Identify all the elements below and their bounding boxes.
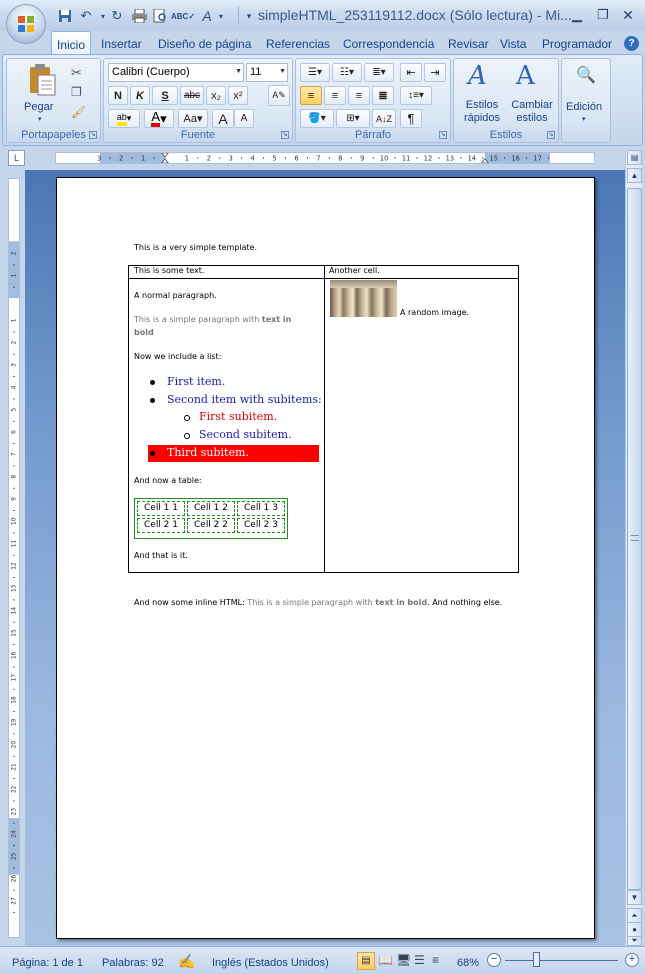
paste-label[interactable]: Pegar — [24, 101, 54, 113]
ruler-tick — [13, 734, 15, 735]
ruler-tick — [13, 555, 15, 556]
spelling-icon[interactable]: ABC✓ — [170, 11, 196, 21]
list-subitem: First subitem. — [199, 410, 278, 423]
paste-icon[interactable] — [27, 63, 57, 97]
italic-button[interactable]: K — [130, 86, 150, 105]
font-name-value: Calibri (Cuerpo) — [112, 66, 190, 78]
ruler-tick — [504, 157, 505, 159]
copy-icon[interactable]: ❐ — [71, 85, 82, 99]
help-icon[interactable]: ? — [624, 36, 639, 51]
estilos-expand-icon[interactable]: ↘ — [548, 132, 554, 138]
ruler-number: 2 — [206, 154, 211, 163]
font-color-button[interactable]: A ▾ — [144, 109, 174, 128]
ruler-tick — [13, 600, 15, 601]
full-screen-reading-icon[interactable]: 📖 — [378, 953, 393, 967]
ruler-number: 15 — [489, 154, 498, 163]
ruler-number: 13 — [445, 154, 455, 163]
ruler-tick — [307, 157, 308, 159]
ruler-number: 10 — [11, 517, 18, 526]
ribbon-tabs — [0, 31, 645, 55]
ruler-tick — [548, 157, 549, 159]
ruler-number: 21 — [11, 763, 18, 771]
tab-revisar[interactable]: Revisar — [448, 37, 489, 51]
list-item: Second item with subitems: — [167, 393, 322, 406]
print-icon[interactable] — [130, 7, 148, 25]
customize-icon[interactable]: ▾ — [246, 10, 252, 21]
tab-insertar[interactable]: Insertar — [101, 37, 142, 51]
ruler-tick — [13, 466, 15, 467]
change-styles-icon[interactable]: A — [516, 61, 535, 91]
ruler-number: 24 — [11, 830, 18, 838]
ruler-number: 4 — [11, 385, 18, 390]
show-marks-icon[interactable]: ¶ — [400, 109, 422, 128]
cell-1-header: This is some text. — [134, 266, 205, 275]
view-ruler-icon[interactable]: ▤ — [627, 150, 642, 165]
zoom-out-icon[interactable]: − — [487, 953, 501, 967]
ruler-tick — [219, 157, 220, 159]
column-image[interactable] — [330, 280, 397, 317]
tab-diseno[interactable]: Diseño de página — [158, 37, 252, 51]
ruler-number: 13 — [11, 584, 18, 593]
inline-prefix: And now some inline HTML: — [134, 598, 248, 607]
ruler-number: 1 — [184, 154, 190, 163]
table-cell: Cell 2 2 — [187, 518, 235, 533]
table-divider — [324, 266, 325, 572]
ruler-number: 2 — [119, 154, 124, 163]
inline-bold: text in bold — [375, 598, 428, 607]
bullets-icon[interactable]: ☰▾ — [300, 63, 330, 82]
change-styles-label[interactable]: Cambiar estilos — [511, 99, 553, 124]
group-fuente — [103, 58, 293, 143]
ruler-tick — [351, 157, 352, 159]
list-subitem: Second subitem. — [199, 428, 292, 441]
ruler-number: 8 — [11, 474, 18, 479]
table-intro: And now a table: — [134, 476, 202, 485]
cut-icon[interactable]: ✂ — [71, 65, 82, 80]
sub-bullet-icon — [184, 415, 190, 421]
ruler-number: 9 — [11, 497, 18, 501]
ruler-tick — [13, 912, 15, 913]
edicion-label[interactable]: Edición — [566, 101, 603, 113]
ruler-number: 4 — [250, 154, 255, 163]
sub-bullet-icon — [184, 433, 190, 439]
ruler-number: 2 — [11, 340, 18, 345]
ruler-tick — [13, 823, 15, 824]
table-cell: Cell 2 3 — [237, 518, 285, 533]
ruler-number: 9 — [360, 154, 365, 163]
ruler-tick — [526, 157, 527, 159]
close-icon[interactable]: ✕ — [622, 6, 634, 23]
simple-paragraph-bold: text in — [261, 315, 292, 324]
ruler-tick — [13, 845, 15, 846]
ruler-number: 5 — [11, 407, 18, 412]
increase-indent-icon[interactable]: ⇥ — [424, 63, 446, 82]
ruler-number: 6 — [294, 154, 299, 163]
group-parrafo — [295, 58, 451, 143]
table-cell: Cell 1 1 — [137, 501, 185, 516]
normal-paragraph: A normal paragraph. — [134, 291, 217, 300]
ruler-number: 15 — [11, 629, 18, 637]
ruler-number: 1 — [11, 273, 18, 278]
format-dropdown-icon[interactable]: ▾ — [218, 11, 223, 21]
zoom-slider-thumb[interactable] — [533, 952, 540, 967]
change-case-button[interactable]: Aa ▾ — [178, 109, 208, 128]
ruler-tick — [13, 443, 15, 444]
ruler-tick — [13, 711, 15, 712]
ruler-tick — [329, 157, 330, 159]
ruler-tick — [13, 399, 15, 400]
ruler-number: 11 — [11, 539, 18, 548]
ruler-tick — [285, 157, 286, 159]
quick-styles-icon[interactable]: A — [468, 61, 487, 91]
ruler-number: 14 — [11, 606, 18, 615]
ruler-number: 22 — [11, 785, 18, 794]
ruler-number: 1 — [140, 154, 146, 163]
ruler-number: 14 — [467, 154, 477, 163]
bullet-icon — [150, 398, 155, 403]
font-size-select[interactable] — [246, 63, 288, 82]
ruler-tick — [13, 801, 15, 802]
inline-html-paragraph — [134, 598, 502, 607]
subscript-button[interactable]: x₂ — [206, 86, 226, 105]
font-name-select[interactable] — [108, 63, 244, 82]
shrink-font-button[interactable]: A — [234, 109, 254, 128]
multilevel-list-icon[interactable]: ≣▾ — [364, 63, 394, 82]
ruler-tick — [13, 778, 15, 779]
horizontal-ruler[interactable] — [55, 152, 595, 164]
ruler-tick — [13, 622, 15, 623]
bullet-icon — [150, 451, 155, 456]
vertical-scrollbar[interactable] — [625, 150, 642, 946]
outline-icon[interactable]: ☰ — [414, 953, 425, 967]
line-spacing-icon[interactable]: ↕≡▾ — [400, 86, 432, 105]
ruler-number: 3 — [97, 154, 102, 163]
inline-gray: This is a simple paragraph with — [247, 598, 376, 607]
draft-icon[interactable]: ≡ — [432, 953, 440, 967]
ruler-number: 17 — [533, 154, 542, 163]
ruler-tick — [13, 533, 15, 534]
ruler-tick — [197, 157, 198, 159]
simple-paragraph — [134, 315, 291, 324]
ruler-number: 12 — [11, 562, 18, 570]
print-preview-icon[interactable] — [151, 7, 169, 25]
ruler-number: 5 — [272, 154, 277, 163]
previous-page-icon[interactable]: ⏶ — [627, 908, 642, 923]
ruler-number: 17 — [11, 673, 18, 682]
group-portapapeles — [6, 58, 101, 143]
ruler-number: 23 — [11, 807, 18, 816]
tab-referencias[interactable]: Referencias — [266, 37, 331, 51]
ruler-number: 25 — [11, 852, 18, 861]
simple-paragraph-bold-cont: bold — [134, 328, 154, 337]
underline-button[interactable]: S — [152, 86, 178, 105]
ruler-tick — [132, 157, 133, 159]
web-layout-icon[interactable]: 🖥 — [396, 953, 412, 967]
ruler-tick — [439, 157, 440, 159]
scroll-grip-icon — [631, 535, 639, 541]
ruler-tick — [154, 157, 155, 159]
cell-2-header: Another cell. — [329, 266, 380, 275]
quick-styles-label[interactable]: Estilos rápidos — [463, 99, 501, 124]
language-indicator[interactable]: Inglés (Estados Unidos) — [212, 957, 329, 969]
status-bar — [0, 946, 645, 974]
portapapeles-label: Portapapeles — [21, 129, 86, 141]
ruler-number: 7 — [11, 452, 18, 457]
ruler-tick — [241, 157, 242, 159]
ruler-tick — [13, 354, 15, 355]
ruler-tick — [13, 577, 15, 578]
next-page-icon[interactable]: ⏷ — [627, 936, 642, 946]
ruler-tick — [13, 510, 15, 511]
ruler-tick — [13, 376, 15, 377]
ruler-tick — [13, 421, 15, 422]
ruler-tick — [13, 287, 15, 288]
minimize-icon[interactable]: ▁ — [572, 7, 582, 22]
redo-icon[interactable]: ↻ — [111, 8, 123, 23]
simple-paragraph-prefix: This is a simple paragraph with — [134, 315, 262, 324]
ruler-tick — [13, 689, 15, 690]
binoculars-icon[interactable]: 🔍 — [576, 67, 596, 84]
ruler-tick — [13, 890, 15, 891]
scroll-up-icon[interactable]: ▲ — [627, 168, 642, 183]
highlight-button[interactable]: ab ▾ — [108, 109, 140, 128]
group-edicion[interactable] — [561, 58, 611, 143]
estilos-label: Estilos — [489, 129, 523, 141]
strikethrough-button[interactable]: abc — [180, 86, 204, 105]
justify-icon[interactable]: ≣ — [372, 86, 394, 105]
browse-object-icon[interactable]: ● — [627, 922, 642, 937]
print-layout-icon[interactable]: ▤ — [357, 952, 375, 970]
ruler-tick — [13, 332, 15, 333]
ruler-tick — [373, 157, 374, 159]
ruler-number: 7 — [316, 154, 321, 163]
parrafo-label: Párrafo — [354, 129, 392, 141]
tab-programador[interactable]: Programador — [542, 37, 613, 51]
ruler-tick — [13, 756, 15, 757]
ruler-number: 18 — [11, 696, 18, 704]
save-icon[interactable] — [56, 7, 74, 25]
proofing-icon[interactable]: ✍ — [178, 953, 196, 969]
table-divider — [129, 278, 518, 279]
ruler-number: 6 — [11, 430, 18, 434]
ruler-tick — [263, 157, 264, 159]
ruler-tick — [482, 157, 483, 159]
ruler-tick — [417, 157, 418, 159]
ruler-tick — [13, 265, 15, 266]
word-count[interactable]: Palabras: 92 — [102, 957, 164, 969]
window-title: simpleHTML_253119112.docx (Sólo lectura) - Mi... — [258, 7, 572, 23]
align-left-icon[interactable]: ≡ — [300, 86, 322, 105]
ruler-number: 11 — [401, 154, 411, 163]
fuente-expand-icon[interactable]: ↘ — [282, 132, 288, 138]
tab-inicio[interactable]: Inicio — [51, 31, 91, 55]
ruler-number: 3 — [11, 363, 18, 367]
outro-text: And that is it. — [134, 551, 188, 560]
clear-format-icon[interactable]: A✎ — [268, 85, 290, 106]
ruler-number: 26 — [11, 874, 18, 883]
tab-selector-icon[interactable]: L — [8, 150, 25, 166]
ruler-tick — [13, 868, 15, 869]
align-center-icon[interactable]: ≡ — [324, 86, 346, 105]
fuente-label: Fuente — [180, 129, 216, 141]
ruler-number: 2 — [11, 251, 18, 256]
font-size-value: 11 — [250, 66, 262, 78]
superscript-button[interactable]: x² — [228, 86, 248, 105]
vertical-ruler[interactable] — [8, 178, 20, 938]
qa-separator — [238, 6, 239, 24]
ruler-number: 3 — [228, 154, 233, 163]
zoom-in-icon[interactable]: + — [625, 953, 639, 967]
scroll-down-icon[interactable]: ▼ — [627, 890, 642, 905]
table-cell: Cell 1 3 — [237, 501, 285, 516]
inline-end: . And nothing else. — [427, 598, 503, 607]
intro-text: This is a very simple template. — [134, 243, 258, 252]
ruler-number: 12 — [423, 154, 433, 163]
ruler-tick — [395, 157, 396, 159]
align-right-icon[interactable]: ≡ — [348, 86, 370, 105]
group-estilos — [453, 58, 559, 143]
bold-button[interactable]: N — [108, 86, 128, 105]
numbering-icon[interactable]: ☷▾ — [332, 63, 362, 82]
shading-icon[interactable]: 🪣▾ — [300, 109, 334, 128]
ribbon — [2, 54, 643, 146]
font-size-dropdown-icon[interactable]: ▼ — [279, 68, 286, 75]
maximize-icon[interactable]: ❐ — [597, 7, 609, 22]
scroll-thumb[interactable] — [627, 188, 642, 890]
undo-icon[interactable]: ↶ — [80, 8, 92, 23]
ruler-number: 8 — [338, 154, 343, 163]
table-cell: Cell 2 1 — [137, 518, 185, 533]
column-capital — [330, 280, 397, 288]
portapapeles-expand-icon[interactable]: ↘ — [90, 132, 96, 138]
ruler-number: 19 — [11, 718, 18, 727]
zoom-slider-track[interactable] — [505, 960, 618, 961]
tab-correspondencia[interactable]: Correspondencia — [343, 37, 435, 51]
font-name-dropdown-icon[interactable]: ▼ — [235, 68, 242, 75]
image-caption: A random image. — [400, 308, 470, 317]
page-indicator[interactable]: Página: 1 de 1 — [12, 957, 83, 969]
sort-icon[interactable]: A↓Z — [372, 109, 396, 128]
tab-vista[interactable]: Vista — [500, 37, 527, 51]
decrease-indent-icon[interactable]: ⇤ — [400, 63, 422, 82]
ruler-tick — [110, 157, 111, 159]
ruler-number: 16 — [511, 154, 520, 163]
list-item: Third subitem. — [167, 446, 249, 459]
edicion-dropdown-icon[interactable]: ▾ — [582, 116, 586, 123]
zoom-level[interactable]: 68% — [457, 957, 480, 969]
ruler-tick — [13, 667, 15, 668]
paste-dropdown-icon[interactable]: ▾ — [38, 116, 42, 123]
bullet-icon — [150, 380, 155, 385]
office-button[interactable] — [6, 4, 46, 44]
ruler-number: 10 — [379, 154, 389, 163]
inner-table — [134, 498, 288, 539]
ruler-number: 1 — [11, 318, 18, 323]
ruler-number: 27 — [11, 897, 18, 905]
table-cell: Cell 1 2 — [187, 501, 235, 516]
ruler-tick — [13, 488, 15, 489]
borders-icon[interactable]: ⊞▾ — [336, 109, 370, 128]
ruler-number: 16 — [11, 651, 18, 660]
parrafo-expand-icon[interactable]: ↘ — [440, 132, 446, 138]
list-intro: Now we include a list: — [134, 352, 222, 361]
format-icon[interactable]: A — [202, 8, 212, 24]
ruler-tick — [460, 157, 461, 159]
grow-font-button[interactable]: A — [212, 109, 234, 128]
format-painter-icon[interactable]: 🖌 — [71, 105, 87, 119]
change-case-label: Aa — [183, 112, 197, 125]
ruler-number: 20 — [11, 740, 18, 749]
ruler-tick — [13, 644, 15, 645]
office-logo-icon — [17, 15, 35, 33]
list-item: First item. — [167, 375, 226, 388]
undo-dropdown-icon[interactable]: ▾ — [100, 11, 105, 21]
